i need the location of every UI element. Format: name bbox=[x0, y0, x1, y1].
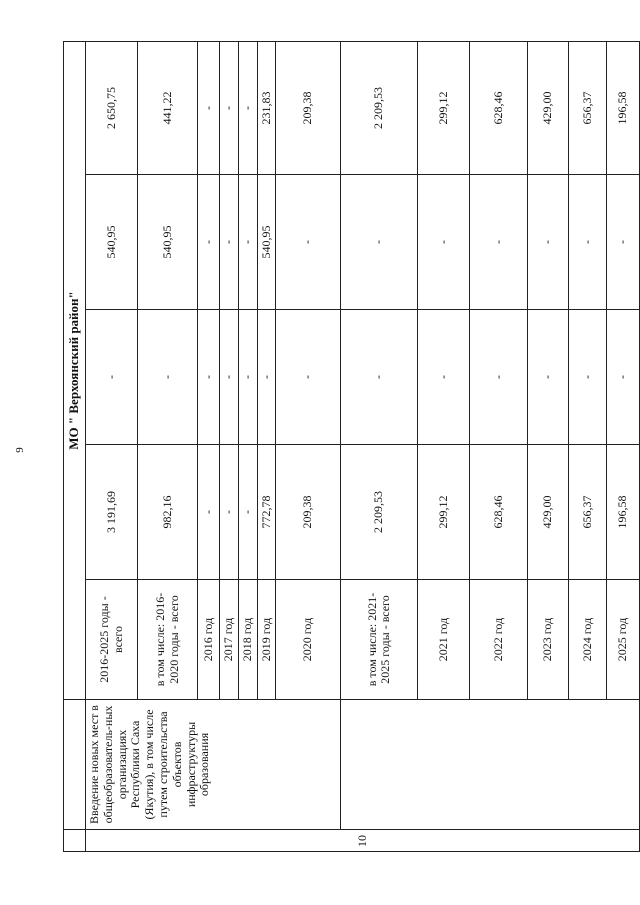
total-value-cell: 196,58 bbox=[607, 445, 640, 580]
total-value-cell: - bbox=[198, 445, 220, 580]
republic-value-cell: - bbox=[607, 175, 640, 310]
republic-value-cell: - bbox=[470, 175, 528, 310]
rotated-table-container bbox=[63, 42, 630, 852]
total-value-cell: 3 191,69 bbox=[86, 445, 138, 580]
republic-value-cell: 540,95 bbox=[86, 175, 138, 310]
local-value-cell: 628,46 bbox=[470, 41, 528, 174]
total-value-cell: 429,00 bbox=[528, 445, 569, 580]
local-value-cell: 2 209,53 bbox=[341, 41, 418, 174]
republic-value-cell: - bbox=[341, 175, 418, 310]
period-cell: в том числе: 2021-2025 годы - всего bbox=[341, 580, 418, 700]
federal-value-cell: - bbox=[138, 310, 198, 445]
total-value-cell: 656,37 bbox=[569, 445, 607, 580]
total-value-cell: 209,38 bbox=[276, 445, 341, 580]
republic-value-cell: - bbox=[418, 175, 470, 310]
period-cell: 2020 год bbox=[276, 580, 341, 700]
republic-value-cell: - bbox=[238, 175, 257, 310]
municipality-header: МО " Верхоянский район" bbox=[64, 41, 86, 699]
federal-value-cell: - bbox=[528, 310, 569, 445]
period-cell: 2017 год bbox=[220, 580, 239, 700]
local-value-cell: 209,38 bbox=[276, 41, 341, 174]
total-value-cell: 982,16 bbox=[138, 445, 198, 580]
measure-description: Введение новых мест в общеобразователь-ных организациях Республики Саха (Якутия), в том числе путем строительства объектов инфраструктуры образования bbox=[86, 700, 341, 830]
page-number: 9 bbox=[14, 447, 26, 453]
empty-cell bbox=[64, 700, 86, 830]
period-cell: в том числе: 2016-2020 годы - всего bbox=[138, 580, 198, 700]
local-value-cell: 656,37 bbox=[569, 41, 607, 174]
federal-value-cell: - bbox=[198, 310, 220, 445]
period-cell: 2024 год bbox=[569, 580, 607, 700]
federal-value-cell: - bbox=[86, 310, 138, 445]
federal-value-cell: - bbox=[569, 310, 607, 445]
total-value-cell: - bbox=[220, 445, 239, 580]
federal-value-cell: - bbox=[341, 310, 418, 445]
republic-value-cell: - bbox=[220, 175, 239, 310]
municipality-row bbox=[64, 41, 86, 851]
empty-cell bbox=[64, 830, 86, 852]
federal-value-cell: - bbox=[418, 310, 470, 445]
local-value-cell: 299,12 bbox=[418, 41, 470, 174]
measure-description-continued bbox=[341, 700, 640, 830]
republic-value-cell: - bbox=[276, 175, 341, 310]
row-number: 10 bbox=[86, 830, 640, 852]
total-value-cell: 772,78 bbox=[257, 445, 276, 580]
federal-value-cell: - bbox=[276, 310, 341, 445]
period-cell: 2025 год bbox=[607, 580, 640, 700]
local-value-cell: - bbox=[198, 41, 220, 174]
local-value-cell: - bbox=[220, 41, 239, 174]
period-cell: 2018 год bbox=[238, 580, 257, 700]
republic-value-cell: - bbox=[528, 175, 569, 310]
republic-value-cell: - bbox=[198, 175, 220, 310]
period-cell: 2021 год bbox=[418, 580, 470, 700]
federal-value-cell: - bbox=[238, 310, 257, 445]
period-cell: 2016-2025 годы - всего bbox=[86, 580, 138, 700]
local-value-cell: 231,83 bbox=[257, 41, 276, 174]
table-row bbox=[341, 41, 418, 851]
republic-value-cell: 540,95 bbox=[138, 175, 198, 310]
budget-table bbox=[63, 41, 640, 852]
total-value-cell: - bbox=[238, 445, 257, 580]
total-value-cell: 628,46 bbox=[470, 445, 528, 580]
local-value-cell: 2 650,75 bbox=[86, 41, 138, 174]
federal-value-cell: - bbox=[220, 310, 239, 445]
period-cell: 2023 год bbox=[528, 580, 569, 700]
period-cell: 2019 год bbox=[257, 580, 276, 700]
period-cell: 2022 год bbox=[470, 580, 528, 700]
total-value-cell: 2 209,53 bbox=[341, 445, 418, 580]
federal-value-cell: - bbox=[257, 310, 276, 445]
local-value-cell: - bbox=[238, 41, 257, 174]
federal-value-cell: - bbox=[607, 310, 640, 445]
federal-value-cell: - bbox=[470, 310, 528, 445]
local-value-cell: 429,00 bbox=[528, 41, 569, 174]
republic-value-cell: - bbox=[569, 175, 607, 310]
table-row bbox=[86, 41, 138, 851]
period-cell: 2016 год bbox=[198, 580, 220, 700]
total-value-cell: 299,12 bbox=[418, 445, 470, 580]
local-value-cell: 196,58 bbox=[607, 41, 640, 174]
republic-value-cell: 540,95 bbox=[257, 175, 276, 310]
local-value-cell: 441,22 bbox=[138, 41, 198, 174]
